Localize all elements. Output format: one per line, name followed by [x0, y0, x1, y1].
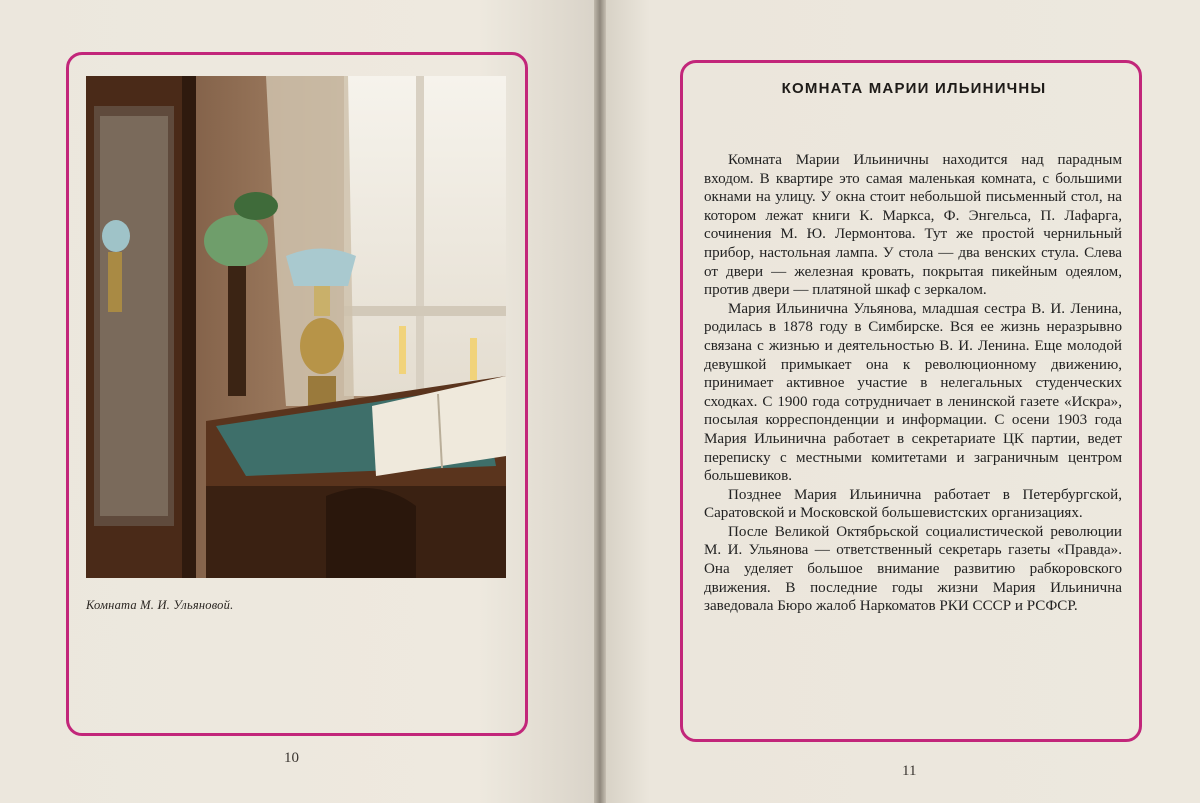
- page-title: КОМНАТА МАРИИ ИЛЬИНИЧНЫ: [781, 80, 1047, 97]
- book-gutter: [594, 0, 606, 803]
- page-number-left: 10: [284, 750, 299, 766]
- room-photo: [86, 76, 506, 578]
- paragraph: Позднее Мария Ильинична работает в Петербургской, Саратовской и Московской большевистских организациях.: [704, 486, 1122, 522]
- article-body: [704, 151, 1122, 616]
- paragraph: После Великой Октябрьской социалистической революции М. И. Ульянова — ответственный секретарь газеты «Правда». Она уделяет большое внимание развитию рабкоровского движения. В последние годы жизни Мария Ильинична заведовала Бюро жалоб Наркоматов РКИ СССР и РСФСР.: [704, 523, 1122, 615]
- paragraph: Комната Марии Ильиничны находится над парадным входом. В квартире это самая маленькая комната, с большими окнами на улицу. У окна стоит небольшой письменный стол, на котором лежат книги К. Маркса, Ф. Энгельса, П. Лафарга, сочинения М. Ю. Лермонтова. Тут же простой чернильный прибор, настольная лампа. У стола — два венских стула. Слева от двери — железная кровать, покрытая пикейным одеялом, против двери — платяной шкаф с зеркалом.: [704, 152, 1122, 299]
- paragraph: Мария Ильинична Ульянова, младшая сестра В. И. Ленина, родилась в 1878 году в Симбирске. Вся ее жизнь неразрывно связана с жизнью и деятельностью В. И. Ленина. Еще молодой девушкой примыкает она к революционному движению, принимает активное участие в нелегальных студенческих сходках. С 1900 года сотрудничает в ленинской газете «Искра», посылая корреспонденции и информации. С осени 1903 года Мария Ильинична работает в секретариате ЦК партии, ведет переписку с местными комитетами и заграничным центром большевиков.: [704, 300, 1122, 485]
- photo-caption: Комната М. И. Ульяновой.: [86, 598, 234, 612]
- room-photo-illustration: [86, 76, 506, 578]
- page-number-right: 11: [902, 763, 917, 779]
